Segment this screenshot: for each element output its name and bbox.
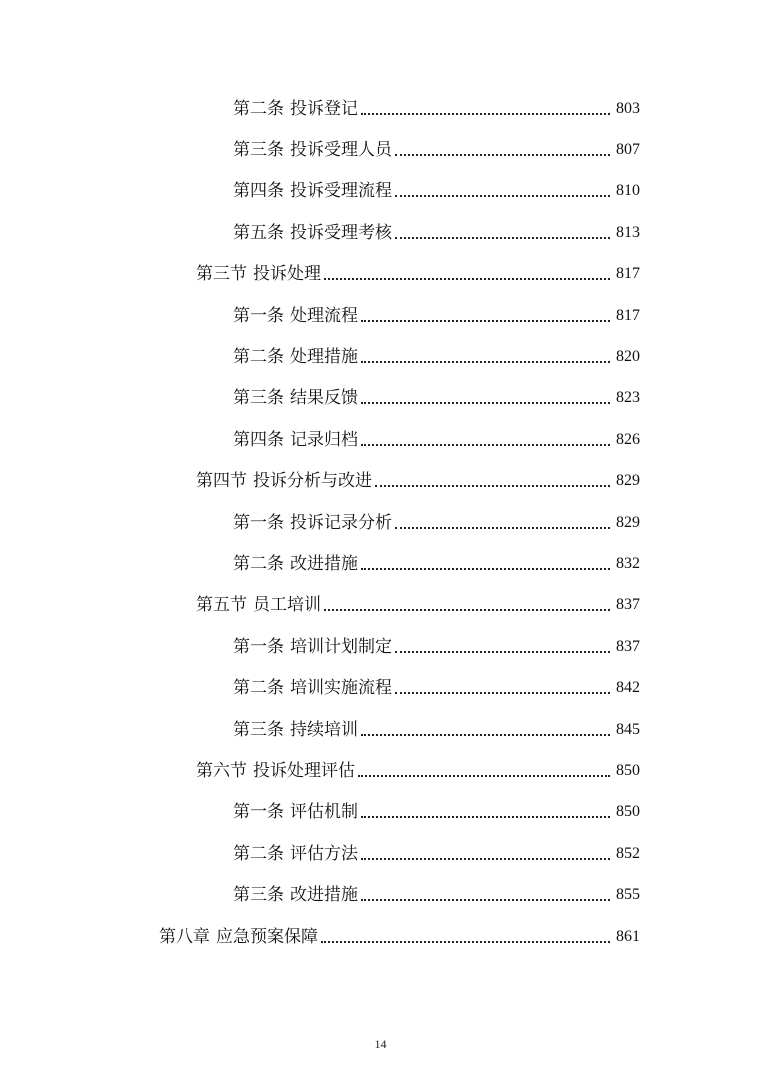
toc-entry-label: [233, 306, 358, 326]
dot-leader: [361, 99, 610, 119]
toc-entry-title: 改进措施: [290, 885, 358, 906]
toc-entry-title: 投诉受理考核: [290, 222, 392, 243]
toc-entry-page: 817: [616, 306, 640, 324]
toc-entry-number: 第一条: [233, 512, 284, 533]
toc-entry[interactable]: [0, 750, 761, 791]
toc-entry-title: 结果反馈: [290, 388, 358, 409]
toc-entry-number: 第一条: [233, 636, 284, 657]
toc-entry-number: 第二条: [233, 843, 284, 864]
toc-entry-page: 845: [616, 720, 640, 738]
toc-entry-page: 817: [616, 265, 640, 283]
toc-entry[interactable]: [0, 419, 761, 460]
toc-entry-page: 837: [616, 596, 640, 614]
toc-entry-title: 记录归档: [290, 429, 358, 450]
toc-entry[interactable]: [0, 336, 761, 377]
toc-entry-page: 850: [616, 761, 640, 779]
dot-leader: [361, 430, 610, 450]
toc-entry-title: 持续培训: [290, 719, 358, 740]
toc-entry-number: 第三条: [233, 388, 284, 409]
dot-leader: [361, 720, 610, 740]
toc-entry-page: 813: [616, 223, 640, 241]
toc-entry[interactable]: [0, 626, 761, 667]
dot-leader: [361, 554, 610, 574]
toc-entry[interactable]: [0, 378, 761, 419]
toc-entry[interactable]: [0, 585, 761, 626]
dot-leader: [324, 595, 610, 615]
toc-entry-label: [233, 223, 392, 243]
toc-entry-label: [233, 513, 392, 533]
dot-leader: [361, 347, 610, 367]
toc-entry[interactable]: [0, 792, 761, 833]
toc-entry-label: [233, 678, 392, 698]
toc-entry-label: [196, 264, 321, 284]
toc-entry-title: 处理措施: [290, 347, 358, 368]
toc-entry-page: 832: [616, 554, 640, 572]
toc-entry[interactable]: [0, 916, 761, 957]
toc-entry-number: 第五条: [233, 222, 284, 243]
toc-entry-label: [196, 761, 355, 781]
toc-entry-number: 第二条: [233, 98, 284, 119]
toc-entry-title: 投诉记录分析: [290, 512, 392, 533]
toc-entry-number: 第四条: [233, 181, 284, 202]
dot-leader: [361, 306, 610, 326]
dot-leader: [358, 761, 610, 781]
toc-entry-label: [233, 430, 358, 450]
toc-entry-number: 第八章: [159, 926, 210, 947]
toc-entry-page: 850: [616, 803, 640, 821]
toc-entry-label: [196, 471, 372, 491]
toc-entry[interactable]: [0, 212, 761, 253]
dot-leader: [395, 678, 610, 698]
toc-entry-title: 投诉受理流程: [290, 181, 392, 202]
toc-entry-number: 第五节: [196, 595, 247, 616]
toc-entry[interactable]: [0, 461, 761, 502]
toc-entry-page: 855: [616, 886, 640, 904]
dot-leader: [321, 927, 610, 947]
toc-entry-number: 第三条: [233, 719, 284, 740]
toc-entry-title: 处理流程: [290, 305, 358, 326]
toc-entry-title: 投诉处理评估: [253, 760, 355, 781]
toc-entry[interactable]: [0, 709, 761, 750]
toc-entry-title: 投诉登记: [290, 98, 358, 119]
toc-entry[interactable]: [0, 667, 761, 708]
toc-entry-number: 第四条: [233, 429, 284, 450]
toc-entry-title: 投诉受理人员: [290, 140, 392, 161]
toc-entry-label: [233, 181, 392, 201]
toc-entry-title: 评估机制: [290, 802, 358, 823]
dot-leader: [375, 471, 610, 491]
toc-entry[interactable]: [0, 502, 761, 543]
toc-entry-page: 826: [616, 430, 640, 448]
dot-leader: [361, 388, 610, 408]
toc-entry-page: 829: [616, 513, 640, 531]
toc-entry-number: 第一条: [233, 305, 284, 326]
toc-entry-page: 852: [616, 844, 640, 862]
toc-entry-number: 第三条: [233, 885, 284, 906]
toc-entry-title: 培训计划制定: [290, 636, 392, 657]
toc-entry-label: [233, 347, 358, 367]
toc-entry-number: 第二条: [233, 678, 284, 699]
toc-entry[interactable]: [0, 874, 761, 915]
dot-leader: [361, 844, 610, 864]
toc-entry-number: 第三节: [196, 264, 247, 285]
toc-entry-number: 第六节: [196, 760, 247, 781]
toc-entry-label: [233, 844, 358, 864]
toc-entry-page: 810: [616, 182, 640, 200]
toc-entry-label: [233, 720, 358, 740]
dot-leader: [361, 885, 610, 905]
dot-leader: [395, 223, 610, 243]
toc-entry-label: [233, 140, 392, 160]
toc-entry-title: 改进措施: [290, 553, 358, 574]
toc-entry-label: [233, 99, 358, 119]
toc-entry-page: 837: [616, 637, 640, 655]
toc-entry-page: 861: [616, 927, 640, 945]
toc-entry-title: 应急预案保障: [216, 926, 318, 947]
toc-entry-number: 第四节: [196, 471, 247, 492]
toc-entry-title: 评估方法: [290, 843, 358, 864]
toc-entry-label: [196, 595, 321, 615]
toc-entry-page: 820: [616, 348, 640, 366]
page-number-footer: 14: [374, 1037, 387, 1051]
toc-entry-label: [233, 885, 358, 905]
toc-entry-page: 807: [616, 141, 640, 159]
dot-leader: [361, 802, 610, 822]
toc-entry[interactable]: [0, 254, 761, 295]
toc-entry-number: 第一条: [233, 802, 284, 823]
toc-entry[interactable]: [0, 295, 761, 336]
toc-entry[interactable]: [0, 543, 761, 584]
toc-entry-page: 823: [616, 389, 640, 407]
dot-leader: [324, 264, 610, 284]
toc-entry[interactable]: [0, 171, 761, 212]
toc-entry-label: [233, 388, 358, 408]
toc-entry-label: [233, 637, 392, 657]
dot-leader: [395, 637, 610, 657]
toc-entry-number: 第二条: [233, 347, 284, 368]
toc-entry-title: 投诉分析与改进: [253, 471, 372, 492]
toc-entry-page: 803: [616, 99, 640, 117]
toc-entry-number: 第三条: [233, 140, 284, 161]
toc-entry[interactable]: [0, 833, 761, 874]
table-of-contents: [0, 88, 761, 957]
toc-entry[interactable]: [0, 129, 761, 170]
toc-entry-title: 员工培训: [253, 595, 321, 616]
toc-entry-number: 第二条: [233, 553, 284, 574]
toc-entry-page: 829: [616, 472, 640, 490]
toc-entry-page: 842: [616, 679, 640, 697]
dot-leader: [395, 140, 610, 160]
toc-entry-title: 培训实施流程: [290, 678, 392, 699]
dot-leader: [395, 513, 610, 533]
toc-entry-label: [159, 927, 318, 947]
toc-entry-label: [233, 802, 358, 822]
toc-entry-label: [233, 554, 358, 574]
toc-entry[interactable]: [0, 88, 761, 129]
toc-entry-title: 投诉处理: [253, 264, 321, 285]
dot-leader: [395, 181, 610, 201]
